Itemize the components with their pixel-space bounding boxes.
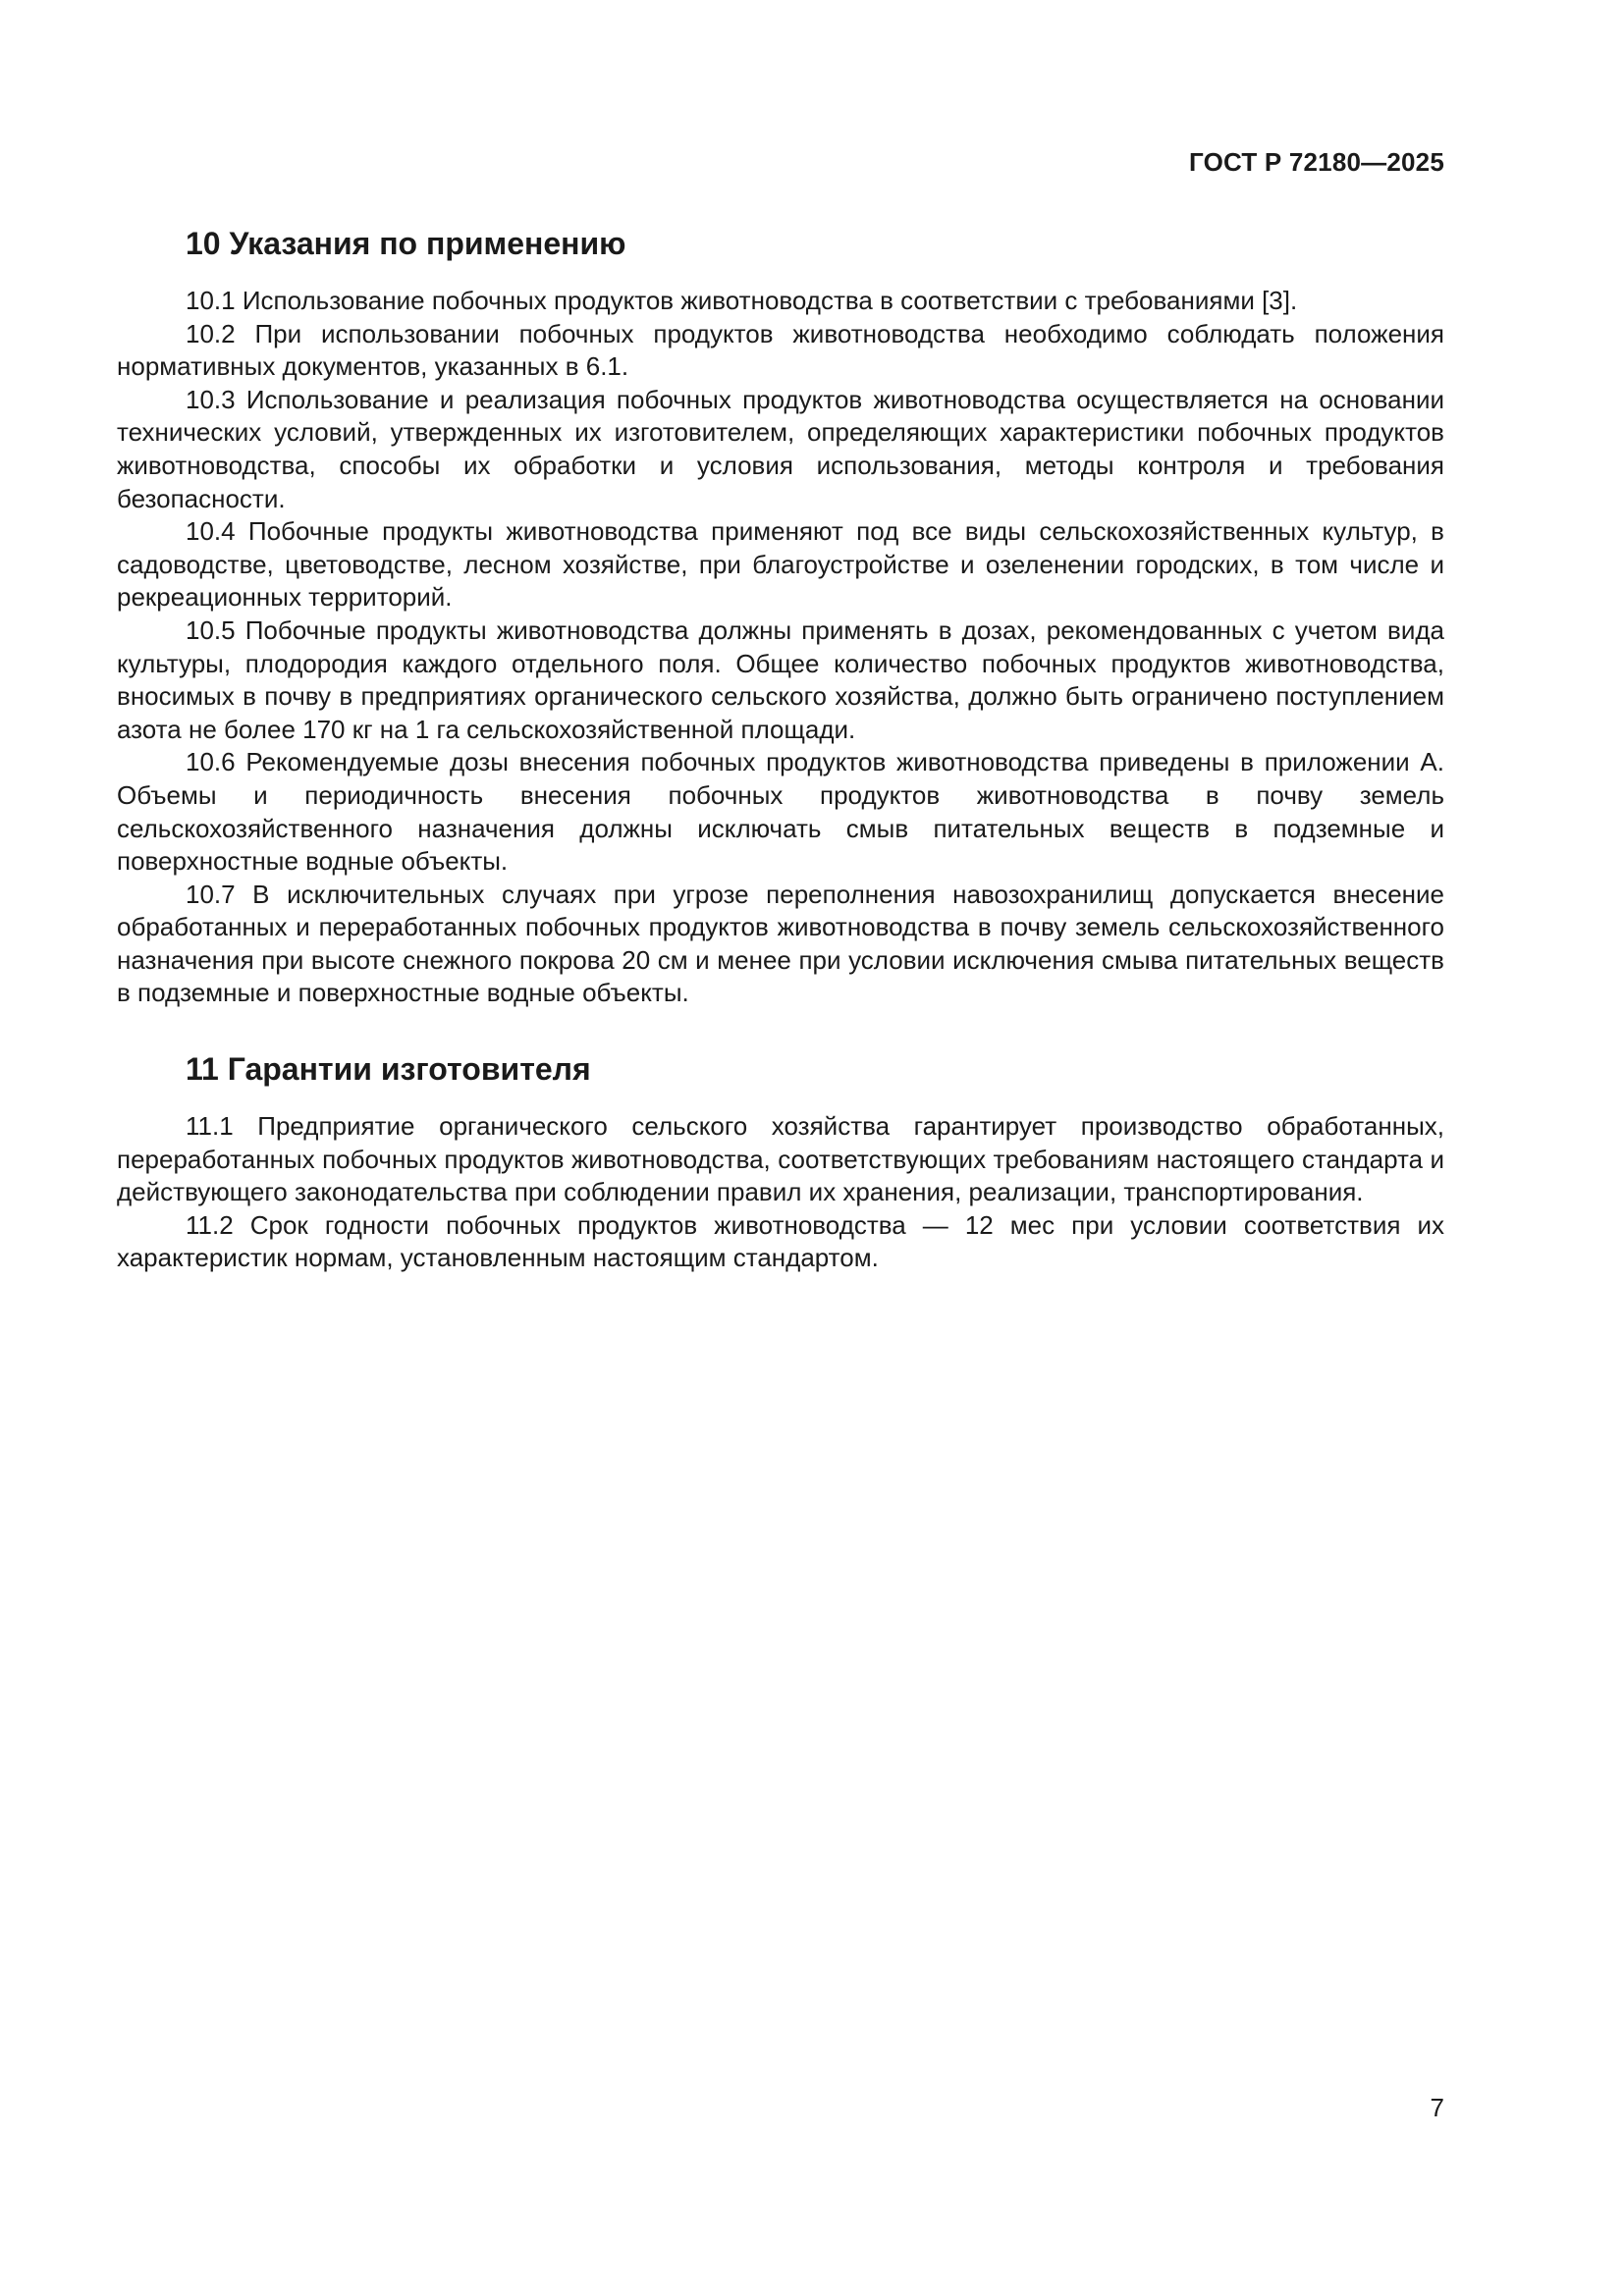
section-heading: 10 Указания по применению [186, 226, 626, 261]
paragraph-10-3: 10.3 Использование и реализация побочных продуктов животноводства осуществляется на основании технических условий, утвержденных их изготовителем, определяющих характеристики побочных продуктов животноводства, способы их обработки и условия использования, методы контроля и требования безопасности. [117, 384, 1444, 513]
paragraph-10-6: 10.6 Рекомендуемые дозы внесения побочных продуктов животноводства приведены в приложении А. Объемы и периодичность внесения побочных продуктов животноводства в почву земель сельскохозяйственного назначения должны исключать смыв питательных веществ в подземные и поверхностные водные объекты. [117, 747, 1444, 877]
document-code: ГОСТ Р 72180—2025 [1189, 147, 1444, 177]
section-heading: 11 Гарантии изготовителя [186, 1051, 591, 1088]
paragraph-10-2: 10.2 При использовании побочных продуктов животноводства необходимо соблюдать положения нормативных документов, указанных в 6.1. [117, 318, 1444, 382]
paragraph-10-5: 10.5 Побочные продукты животноводства должны применять в дозах, рекомендованных с учетом вида культуры, плодородия каждого отдельного поля. Общее количество побочных продуктов животноводства, вносимых в почву в предприятиях органического сельского хозяйства, должно быть ограничено поступлением азота не более 170 кг на 1 га сельскохозяйственной площади. [117, 614, 1444, 744]
paragraph-10-1: 10.1 Использование побочных продуктов животноводства в соответствии с требованиями [3]. [186, 286, 1298, 315]
page-number: 7 [1430, 2093, 1444, 2122]
paragraph-11-2: 11.2 Срок годности побочных продуктов животноводства — 12 мес при условии соответствия их характеристик нормам, установленным настоящим стандартом. [117, 1209, 1444, 1273]
document-body [117, 224, 1444, 1275]
paragraph-11-1: 11.1 Предприятие органического сельского хозяйства гарантирует производство обработанных, переработанных побочных продуктов животноводства, соответствующих требованиям настоящего стандарта и действующего законодательства при соблюдении правил их хранения, реализации, транспортирования. [117, 1111, 1444, 1207]
paragraph-10-7: 10.7 В исключительных случаях при угрозе переполнения навозохранилищ допускается внесение обработанных и переработанных побочных продуктов животноводства в почву земель сельскохозяйственного назначения при высоте снежного покрова 20 см и менее при условии исключения смыва питательных веществ в подземные и поверхностные водные объекты. [117, 879, 1444, 1008]
paragraph-10-4: 10.4 Побочные продукты животноводства применяют под все виды сельскохозяйственных культур, в садоводстве, цветоводстве, лесном хозяйстве, при благоустройстве и озеленении городских, в том числе и рекреационных территорий. [117, 516, 1444, 613]
